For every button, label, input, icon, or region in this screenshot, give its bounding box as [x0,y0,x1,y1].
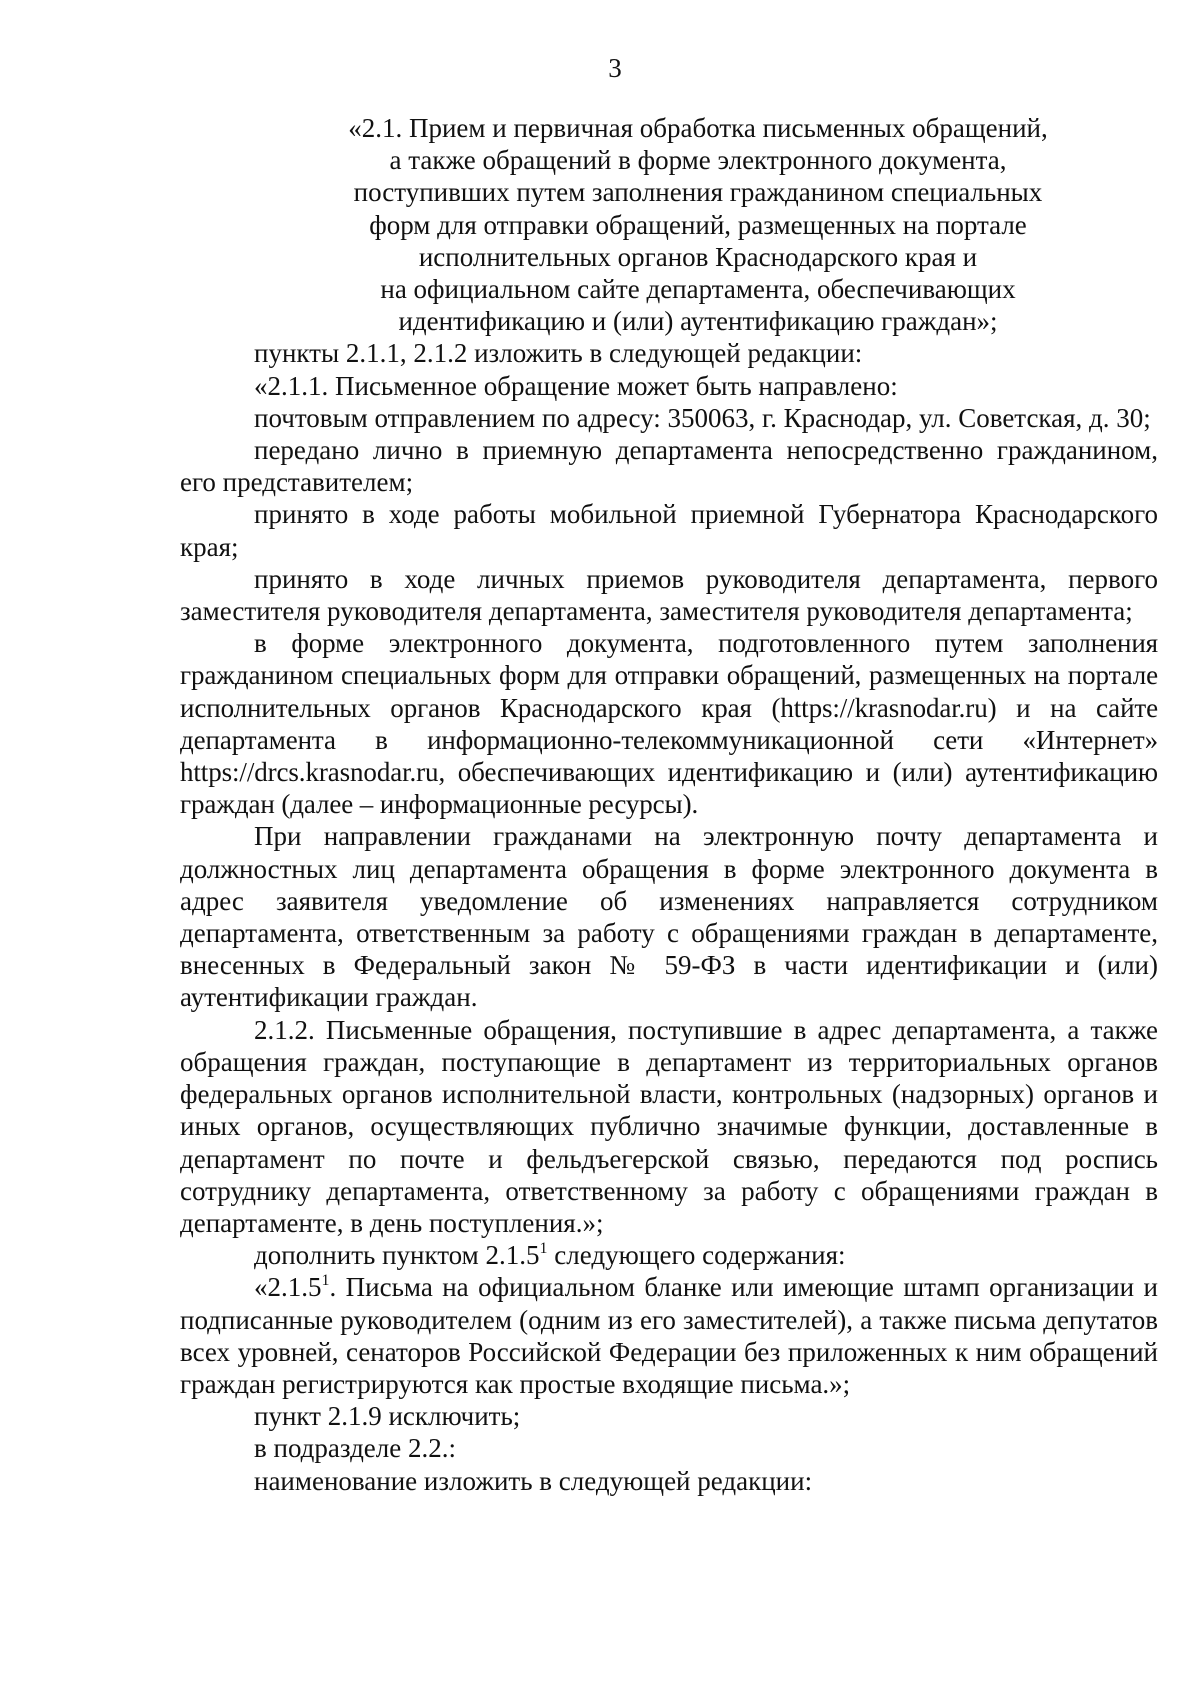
paragraph-2-1-5-1 [180,1271,1158,1400]
paragraph-2-1-2: 2.1.2. Письменные обращения, поступившие в адрес департамента, а также обращения граждан, поступающие в департамент из территориальных органов федеральных органов исполнительной власти, контрольных (надзорных) органов и иных органов, осуществляющих публично значимые функции, доставленные в департамент по почте и фельдъегерской связью, передаются под роспись сотруднику департамента, ответственному за работу с обращениями граждан в департаменте, в день поступления.»; [180,1014,1158,1238]
paragraph-rename: наименование изложить в следующей редакции: [254,1465,813,1496]
heading-line: на официальном сайте департамента, обеспечивающих [380,274,1016,305]
paragraph-email-notification: При направлении гражданами на электронную почту департамента и должностных лиц департамента обращения в форме электронного документа в адрес заявителя уведомление об изменениях направляется сотрудником департамента, ответственным за работу с обращениями граждан в департаменте, внесенных в Федеральный закон № 59-ФЗ в части идентификации и (или) аутентификации граждан. [180,821,1158,1013]
heading-line: идентификацию и (или) аутентификацию граждан»; [398,306,998,337]
paragraph-amend-2-1-1-2-1-2: пункты 2.1.1, 2.1.2 изложить в следующей редакции: [254,338,863,369]
text-fragment: следующего содержания: [547,1240,846,1271]
heading-line: а также обращений в форме электронного документа, [389,145,1007,176]
text-fragment: «2.1.5 [254,1272,322,1303]
section-heading [180,112,1158,337]
heading-line: исполнительных органов Краснодарского края и [418,241,978,272]
paragraph-subsection-2-2: в подразделе 2.2.: [254,1433,456,1464]
superscript: 1 [539,1240,548,1258]
page-number: 3 [608,53,622,83]
heading-line: «2.1. Прием и первичная обработка письменных обращений, [348,113,1048,143]
paragraph-exclude-2-1-9: пункт 2.1.9 исключить; [254,1401,521,1432]
paragraph-mobile-reception: принято в ходе работы мобильной приемной Губернатора Краснодарского края; [180,499,1158,562]
heading-line: поступивших путем заполнения гражданином специальных [353,177,1043,208]
paragraph-electronic-document: в форме электронного документа, подготовленного путем заполнения гражданином специальных форм для отправки обращений, размещенных на портале исполнительных органов Краснодарского края (https://krasnodar.ru) и на сайте департамента в информационно-телекоммуникационной сети «Интернет» https://drcs.krasnodar.ru, обеспечивающих идентификацию и (или) аутентификацию граждан (далее – информационные ресурсы). [180,628,1158,820]
paragraph-personal-receptions: принято в ходе личных приемов руководителя департамента, первого заместителя руководителя департамента, заместителя руководителя департамента; [180,563,1158,627]
paragraph-postal: почтовым отправлением по адресу: 350063, г. Краснодар, ул. Советская, д. 30; [254,402,1151,433]
paragraph-add-2-1-5-1 [180,1239,1158,1271]
document-body [180,112,1158,1497]
heading-line: форм для отправки обращений, размещенных на портале [369,209,1027,240]
superscript: 1 [321,1272,330,1290]
text-fragment: дополнить пунктом 2.1.5 [254,1240,540,1271]
paragraph-2-1-1: «2.1.1. Письменное обращение может быть направлено: [254,370,898,401]
text-fragment: . Письма на официальном бланке или имеющие штамп организации и подписанные руководителем (одним из его заместителей), а также письма депутатов всех уровней, сенаторов Российской Федерации без приложенных к ним обращений граждан регистрируются как простые входящие письма.»; [180,1272,1158,1399]
paragraph-in-person: передано лично в приемную департамента непосредственно гражданином, его представителем; [180,435,1158,498]
